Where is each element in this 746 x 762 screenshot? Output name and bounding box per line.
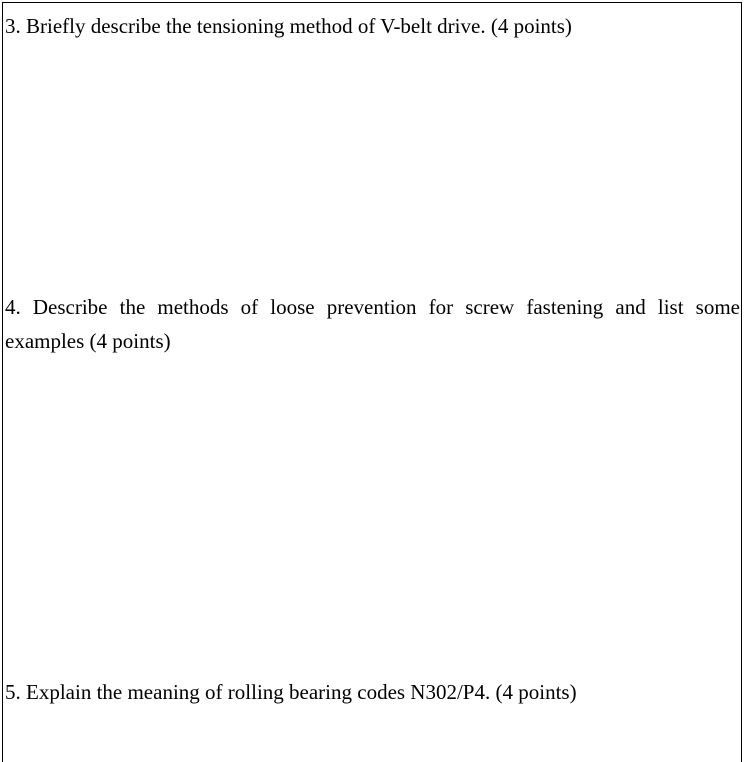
question-5-prompt: 5. Explain the meaning of rolling bearing codes N302/P4. (4 points) (5, 680, 577, 704)
exam-sheet (2, 2, 742, 762)
question-5-answer-area[interactable] (3, 711, 743, 755)
question-4-prompt-line-1: 4. Describe the methods of loose prevention for screw fastening and list some (5, 295, 740, 319)
question-3-prompt: 3. Briefly describe the tensioning method of V-belt drive. (4 points) (5, 14, 572, 38)
question-4-answer-area[interactable] (3, 361, 743, 671)
question-4-prompt (5, 290, 740, 358)
question-3-answer-area[interactable] (3, 45, 743, 285)
question-4-prompt-line-2: examples (4 points) (5, 329, 171, 353)
